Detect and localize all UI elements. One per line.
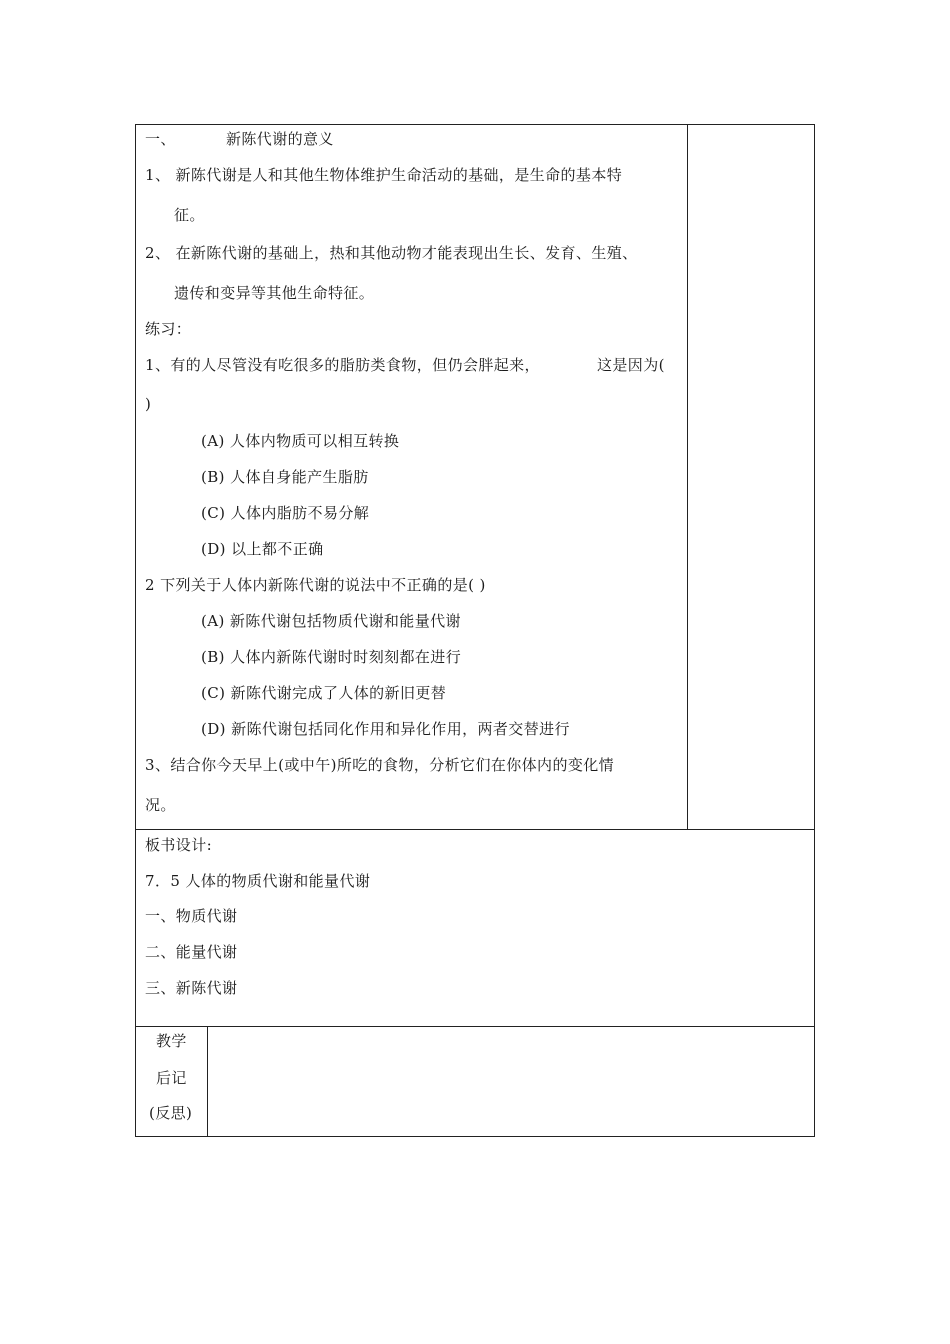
question-1-tail: 这是因为(	[597, 356, 665, 374]
paragraph-2-line1: 2、 在新陈代谢的基础上，热和其他动物才能表现出生长、发育、生殖、	[145, 244, 638, 262]
question-3-line2: 况。	[145, 796, 176, 814]
board-design-line3: 二、能量代谢	[145, 943, 238, 961]
notes-label-line3: (反思)	[149, 1104, 193, 1122]
question-1-option-b: (B) 人体自身能产生脂肪	[201, 468, 369, 486]
exercise-label: 练习：	[145, 320, 192, 338]
table-divider-row2	[135, 1026, 815, 1027]
paragraph-2-line2: 遗传和变异等其他生命特征。	[174, 284, 375, 302]
board-design-line2: 一、物质代谢	[145, 907, 238, 925]
paragraph-1-line2: 征。	[174, 206, 205, 224]
notes-label-line2: 后记	[156, 1069, 187, 1087]
question-1-line2: )	[145, 395, 152, 413]
question-2-option-a: (A) 新陈代谢包括物质代谢和能量代谢	[201, 612, 461, 630]
question-2-option-b: (B) 人体内新陈代谢时时刻刻都在进行	[201, 648, 462, 666]
table-divider-right-column	[687, 124, 688, 830]
section-number: 一、	[145, 130, 176, 148]
question-1-option-c: (C) 人体内脂肪不易分解	[201, 504, 370, 522]
section-heading: 新陈代谢的意义	[226, 130, 334, 148]
question-1-line1: 1、有的人尽管没有吃很多的脂肪类食物，但仍会胖起来，	[145, 356, 540, 374]
question-1-option-d: (D) 以上都不正确	[201, 540, 324, 558]
question-2-option-c: (C) 新陈代谢完成了人体的新旧更替	[201, 684, 447, 702]
table-divider-row1	[135, 829, 815, 830]
notes-content-area	[209, 1028, 813, 1135]
board-design-line4: 三、新陈代谢	[145, 979, 238, 997]
paragraph-1-line1: 1、 新陈代谢是人和其他生物体维护生命活动的基础，是生命的基本特	[145, 166, 623, 184]
notes-label-line1: 教学	[156, 1032, 187, 1050]
question-3-line1: 3、结合你今天早上(或中午)所吃的食物，分析它们在你体内的变化情	[145, 756, 615, 774]
question-1-option-a: (A) 人体内物质可以相互转换	[201, 432, 400, 450]
question-2: 2 下列关于人体内新陈代谢的说法中不正确的是( )	[145, 576, 486, 594]
table-divider-notes-label	[207, 1026, 208, 1137]
question-2-option-d: (D) 新陈代谢包括同化作用和异化作用，两者交替进行	[201, 720, 570, 738]
board-design-line1: 7．5 人体的物质代谢和能量代谢	[145, 872, 371, 890]
board-design-title: 板书设计:	[145, 836, 213, 854]
